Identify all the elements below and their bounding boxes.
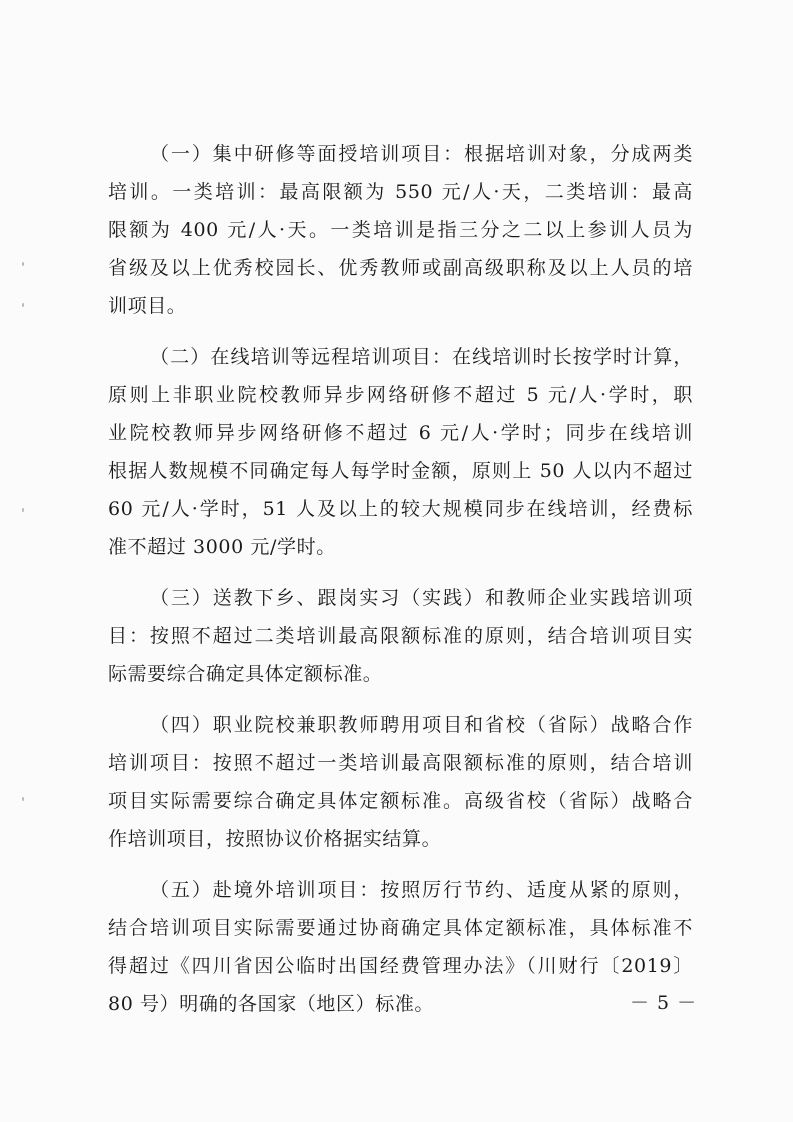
text-line: 业院校教师异步网络研修不超过 6 元/人·学时；同步在线培训 (108, 422, 693, 444)
paragraph-1 (108, 135, 693, 325)
text-line: （四）职业院校兼职教师聘用项目和省校（省际）战略合作 (150, 714, 693, 736)
text-line: （三）送教下乡、跟岗实习（实践）和教师企业实践培训项 (150, 587, 693, 609)
scan-mark (22, 797, 24, 801)
scan-mark (22, 262, 24, 266)
page-number: － 5 － (630, 992, 698, 1014)
text-line: 根据人数规模不同确定每人每学时金额，原则上 50 人以内不超过 (108, 460, 693, 482)
text-line: 际需要综合确定具体定额标准。 (108, 663, 383, 685)
text-line: （五）赴境外培训项目：按照厉行节约、适度从紧的原则， (150, 879, 693, 901)
paragraph-5 (108, 871, 693, 1023)
text-line: 目：按照不超过二类培训最高限额标准的原则，结合培训项目实 (108, 625, 693, 647)
scan-mark (22, 303, 24, 307)
text-line: （二）在线培训等远程培训项目：在线培训时长按学时计算， (150, 346, 693, 368)
text-line: 60 元/人·学时，51 人及以上的较大规模同步在线培训，经费标 (108, 498, 693, 520)
text-line: 原则上非职业院校教师异步网络研修不超过 5 元/人·学时，职 (108, 384, 693, 406)
text-line: 培训。一类培训：最高限额为 550 元/人·天，二类培训：最高 (108, 181, 693, 203)
document-body (108, 135, 693, 1023)
text-line: 80 号）明确的各国家（地区）标准。 (108, 993, 435, 1015)
scan-mark (22, 508, 24, 512)
text-line: 得超过《四川省因公临时出国经费管理办法》（川财行〔2019〕 (108, 955, 693, 977)
text-line: 训项目。 (108, 295, 187, 317)
text-line: 项目实际需要综合确定具体定额标准。高级省校（省际）战略合 (108, 790, 693, 812)
text-line: （一）集中研修等面授培训项目：根据培训对象，分成两类 (150, 143, 693, 165)
text-line: 培训项目：按照不超过一类培训最高限额标准的原则，结合培训 (108, 752, 693, 774)
text-line: 省级及以上优秀校园长、优秀教师或副高级职称及以上人员的培 (108, 257, 693, 279)
paragraph-3 (108, 579, 693, 693)
text-line: 准不超过 3000 元/学时。 (108, 536, 336, 558)
paragraph-2 (108, 338, 693, 566)
paragraph-4 (108, 706, 693, 858)
text-line: 限额为 400 元/人·天。一类培训是指三分之二以上参训人员为 (108, 219, 693, 241)
text-line: 作培训项目，按照协议价格据实结算。 (108, 828, 442, 850)
text-line: 结合培训项目实际需要通过协商确定具体定额标准，具体标准不 (108, 917, 693, 939)
